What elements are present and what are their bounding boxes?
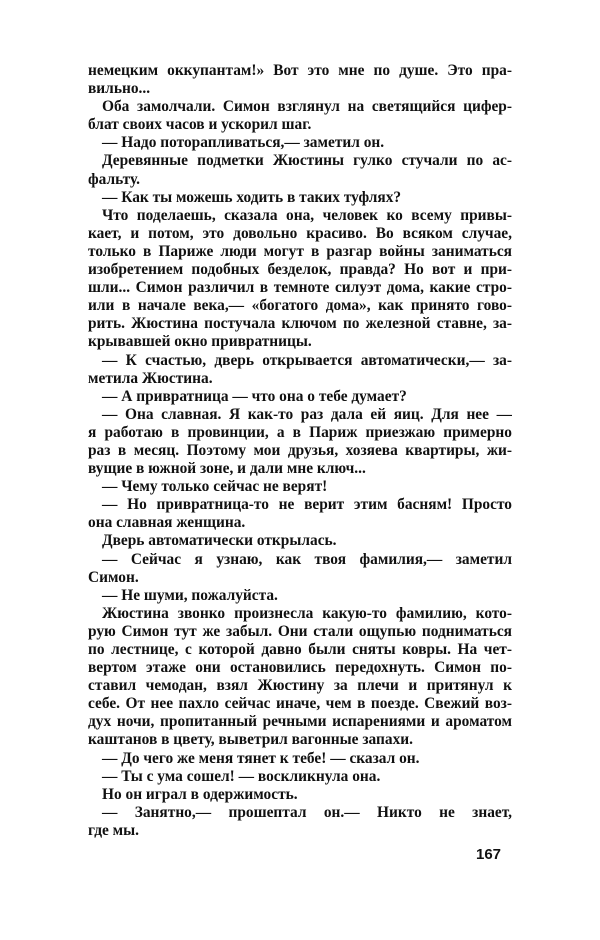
text-line: вущие в южной зоне, и дали мне ключ... (88, 460, 366, 478)
page-body (88, 62, 512, 840)
text-line: раз в месяц. Поэтому мои друзья, хозяева квартиры, жи- (88, 441, 512, 459)
text-line: каштанов в цвету, выветрил вагонные запахи. (88, 731, 413, 749)
text-line: вильно... (88, 80, 151, 98)
text-line: шли... Симон различил в темноте силуэт дома, какие стро- (88, 279, 512, 297)
text-line: Симон. (88, 568, 139, 586)
text-line: Дверь автоматически открылась. (102, 532, 337, 550)
text-line: метила Жюстина. (88, 369, 213, 387)
text-line: ставил чемодан, взял Жюстину за плечи и притянул к (88, 677, 512, 695)
text-line: — Занятно,— прошептал он.— Никто не знает, (102, 803, 512, 821)
text-line: — Она славная. Я как-то раз дала ей яиц. Для нее — (102, 405, 512, 423)
text-line: по лестнице, с которой давно были сняты ковры. На чет- (88, 641, 512, 658)
text-line: дух ночи, пропитанный речными испарениями и ароматом (88, 713, 512, 731)
text-line: только в Париже люди могут в разгар войны заниматься (88, 242, 512, 260)
text-line: где мы. (88, 821, 140, 839)
text-line: кает, и потом, это довольно красиво. Во всяком случае, (88, 224, 512, 242)
text-line: рую Симон тут же забыл. Они стали ощупью подниматься (88, 622, 512, 640)
text-line: блат своих часов и ускорил шаг. (88, 116, 312, 134)
text-line: крывавшей окно привратницы. (88, 333, 312, 351)
text-line: Но он играл в одержимость. (102, 785, 298, 803)
text-line: Деревянные подметки Жюстины гулко стучали по ас- (102, 152, 512, 170)
text-line: — К счастью, дверь открывается автоматически,— за- (102, 351, 512, 369)
text-line: — Чему только сейчас не верят! (102, 478, 328, 496)
text-line: — Как ты можешь ходить в таких туфлях? (102, 188, 402, 206)
page-number: 167 (476, 846, 502, 863)
text-line: Жюстина звонко произнесла какую-то фамилию, кото- (102, 604, 512, 622)
text-line: себе. От нее пахло сейчас иначе, чем в поезде. Свежий воз- (88, 695, 512, 713)
text-line: фальту. (88, 170, 141, 188)
text-line: — А привратница — что она о тебе думает? (102, 387, 407, 405)
text-line: я работаю в провинции, а в Париж приезжаю примерно (88, 423, 512, 441)
text-line: Оба замолчали. Симон взглянул на светящийся цифер- (102, 98, 512, 116)
text-line: рить. Жюстина постучала ключом по железной ставне, за- (88, 315, 512, 333)
text-line: изобретением подобных безделок, правда? Но вот и при- (88, 261, 512, 279)
text-line: — До чего же меня тянет к тебе! — сказал он. (102, 749, 420, 767)
text-line: немецким оккупантам!» Вот это мне по душе. Это пра- (88, 62, 512, 79)
text-line: или в начале века,— «богатого дома», как принято гово- (88, 297, 512, 315)
text-line: — Надо поторапливаться,— заметил он. (102, 134, 385, 152)
text-line: — Но привратница-то не верит этим басням! Просто (102, 496, 512, 514)
text-line: — Ты с ума сошел! — воскликнула она. (102, 767, 381, 785)
text-line: — Сейчас я узнаю, как твоя фамилия,— заметил (102, 550, 512, 568)
text-line: она славная женщина. (88, 514, 246, 532)
text-line: — Не шуми, пожалуйста. (102, 586, 278, 604)
text-line: вертом этаже они остановились передохнуть. Симон по- (88, 659, 512, 677)
text-line: Что поделаешь, сказала она, человек ко всему привы- (102, 206, 512, 224)
